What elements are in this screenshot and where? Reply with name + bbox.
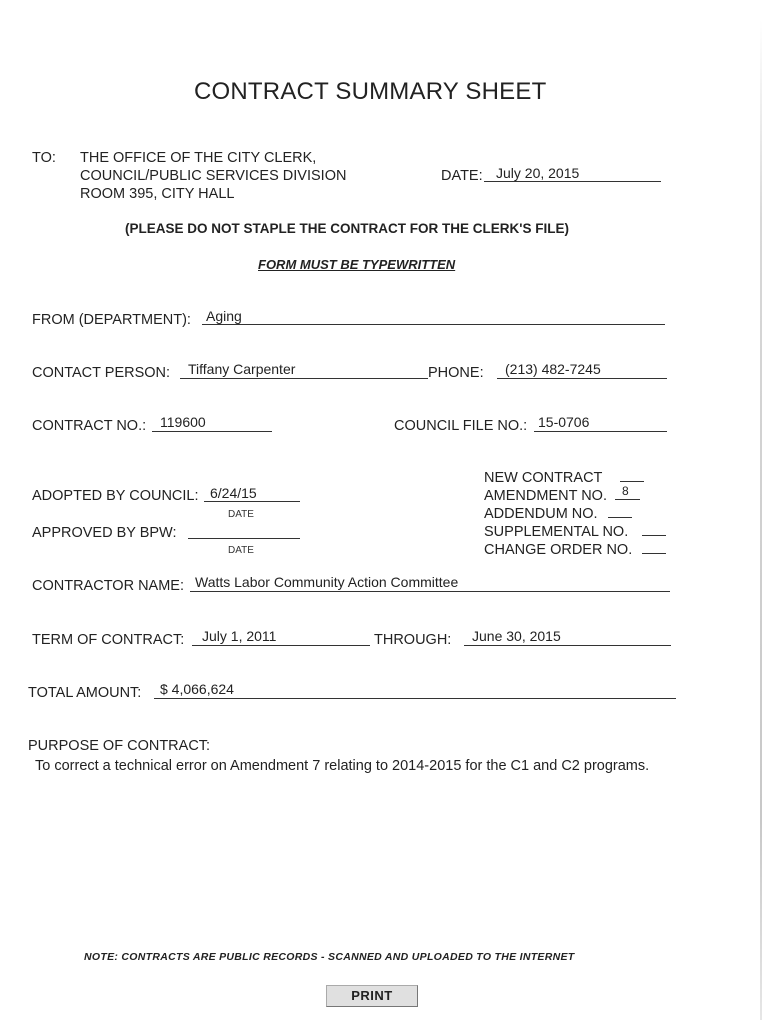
- term-label: TERM OF CONTRACT:: [32, 632, 185, 648]
- date-line: [484, 181, 661, 182]
- date-value[interactable]: July 20, 2015: [496, 165, 580, 181]
- from-label: FROM (DEPARTMENT):: [32, 312, 191, 328]
- amendment-label: AMENDMENT NO.: [484, 488, 607, 504]
- purpose-text[interactable]: To correct a technical error on Amendment 7 relating to 2014-2015 for the C1 and C2 programs.: [35, 758, 650, 774]
- council-file-value[interactable]: 15-0706: [538, 414, 590, 430]
- term-start-value[interactable]: July 1, 2011: [202, 628, 277, 644]
- typewritten-notice: FORM MUST BE TYPEWRITTEN: [258, 257, 456, 272]
- scan-edge: [760, 20, 762, 1020]
- to-label: TO:: [32, 150, 56, 166]
- from-line: [202, 324, 665, 325]
- contract-no-label: CONTRACT NO.:: [32, 418, 147, 434]
- contract-no-value[interactable]: 119600: [160, 414, 206, 430]
- staple-notice: (PLEASE DO NOT STAPLE THE CONTRACT FOR THE CLERK'S FILE): [125, 221, 569, 236]
- approved-line: [188, 538, 300, 539]
- term-start-line: [192, 645, 370, 646]
- adopted-label: ADOPTED BY COUNCIL:: [32, 488, 199, 504]
- addendum-line[interactable]: [608, 517, 632, 518]
- contract-no-line: [152, 431, 272, 432]
- council-file-label: COUNCIL FILE NO.:: [394, 418, 528, 434]
- change-order-label: CHANGE ORDER NO.: [484, 542, 633, 558]
- adopted-date-sublabel: DATE: [228, 509, 254, 520]
- approved-label: APPROVED BY BPW:: [32, 525, 177, 541]
- print-button[interactable]: PRINT: [326, 985, 418, 1007]
- addendum-label: ADDENDUM NO.: [484, 506, 598, 522]
- term-end-value[interactable]: June 30, 2015: [472, 628, 561, 644]
- footer-note: NOTE: CONTRACTS ARE PUBLIC RECORDS - SCANNED AND UPLOADED TO THE INTERNET: [84, 951, 575, 963]
- to-line-2: COUNCIL/PUBLIC SERVICES DIVISION: [80, 168, 347, 184]
- contractor-label: CONTRACTOR NAME:: [32, 578, 184, 594]
- to-line-1: THE OFFICE OF THE CITY CLERK,: [80, 150, 317, 166]
- phone-label: PHONE:: [428, 365, 484, 381]
- term-end-line: [464, 645, 671, 646]
- amendment-value[interactable]: 8: [622, 484, 629, 498]
- contractor-line: [190, 591, 670, 592]
- from-value[interactable]: Aging: [206, 308, 242, 324]
- adopted-line: [204, 501, 300, 502]
- phone-value[interactable]: (213) 482-7245: [505, 361, 601, 377]
- supplemental-label: SUPPLEMENTAL NO.: [484, 524, 629, 540]
- approved-date-sublabel: DATE: [228, 545, 254, 556]
- contact-line: [180, 378, 428, 379]
- contact-value[interactable]: Tiffany Carpenter: [188, 361, 296, 377]
- contact-label: CONTACT PERSON:: [32, 365, 171, 381]
- date-label: DATE:: [441, 168, 483, 184]
- through-label: THROUGH:: [374, 632, 452, 648]
- page-title: CONTRACT SUMMARY SHEET: [194, 78, 547, 105]
- adopted-value[interactable]: 6/24/15: [210, 485, 257, 501]
- new-contract-label: NEW CONTRACT: [484, 470, 603, 486]
- to-line-3: ROOM 395, CITY HALL: [80, 186, 235, 202]
- total-label: TOTAL AMOUNT:: [28, 685, 142, 701]
- total-value[interactable]: $ 4,066,624: [160, 681, 234, 697]
- amendment-line: [615, 499, 640, 500]
- supplemental-line[interactable]: [642, 535, 666, 536]
- phone-line: [497, 378, 667, 379]
- new-contract-line[interactable]: [620, 481, 644, 482]
- purpose-label: PURPOSE OF CONTRACT:: [28, 738, 211, 754]
- change-order-line[interactable]: [642, 553, 666, 554]
- contractor-value[interactable]: Watts Labor Community Action Committee: [195, 574, 459, 590]
- total-line: [154, 698, 676, 699]
- council-file-line: [534, 431, 667, 432]
